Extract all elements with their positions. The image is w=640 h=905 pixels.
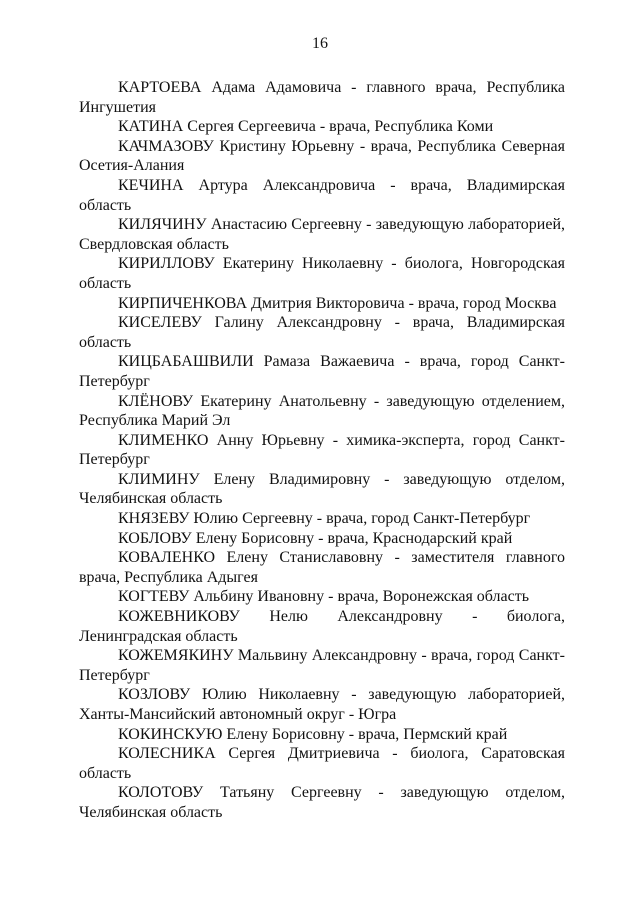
list-entry: КАЧМАЗОВУ Кристину Юрьевну - врача, Республика Северная Осетия-Алания — [79, 137, 565, 175]
list-entry: КОЖЕМЯКИНУ Мальвину Александровну - врача, город Санкт-Петербург — [79, 647, 565, 684]
list-entry: КОГТЕВУ Альбину Ивановну - врача, Воронежская область — [118, 588, 530, 606]
page-number: 16 — [312, 35, 328, 52]
list-entry: КИЛЯЧИНУ Анастасию Сергеевну - заведующую лабораторией, Свердловская область — [79, 216, 565, 253]
list-entry: КЕЧИНА Артура Александровича - врача, Владимирская область — [79, 176, 565, 214]
list-entry: КОЗЛОВУ Юлию Николаевну - заведующую лабораторией, Ханты-Мансийский автономный округ - Югра — [79, 686, 565, 723]
list-entry: КОЖЕВНИКОВУ Нелю Александровну - биолога, Ленинградская область — [79, 608, 565, 645]
list-entry: КАРТОЕВА Адама Адамовича - главного врача, Республика Ингушетия — [79, 79, 565, 116]
list-entry: КИЦБАБАШВИЛИ Рамаза Важаевича - врача, город Санкт-Петербург — [79, 353, 565, 390]
list-entry: КНЯЗЕВУ Юлию Сергеевну - врача, город Санкт-Петербург — [118, 510, 531, 528]
list-entry: КЛИМЕНКО Анну Юрьевну - химика-эксперта, город Санкт-Петербург — [79, 431, 565, 469]
list-entry: КОВАЛЕНКО Елену Станиславовну - заместителя главного врача, Республика Адыгея — [79, 549, 565, 586]
list-entry: КОЛОТОВУ Татьяну Сергеевну - заведующую отделом, Челябинская область — [79, 784, 565, 821]
list-entry: КЛЁНОВУ Екатерину Анатольевну - заведующую отделением, Республика Марий Эл — [79, 392, 565, 430]
list-entry: КОБЛОВУ Елену Борисовну - врача, Краснодарский край — [118, 529, 513, 547]
list-entry: КИРИЛЛОВУ Екатерину Николаевну - биолога, Новгородская область — [79, 255, 565, 292]
list-entry: КОЛЕСНИКА Сергея Дмитриевича - биолога, Саратовская область — [79, 745, 565, 782]
list-entry: КАТИНА Сергея Сергеевича - врача, Республика Коми — [118, 118, 494, 136]
award-list — [79, 78, 565, 823]
list-entry: КЛИМИНУ Елену Владимировну - заведующую отделом, Челябинская область — [79, 470, 565, 508]
list-entry: КОКИНСКУЮ Елену Борисовну - врача, Пермский край — [118, 725, 508, 743]
list-entry: КИСЕЛЕВУ Галину Александровну - врача, Владимирская область — [79, 314, 565, 351]
list-entry: КИРПИЧЕНКОВА Дмитрия Викторовича - врача, город Москва — [118, 294, 557, 312]
